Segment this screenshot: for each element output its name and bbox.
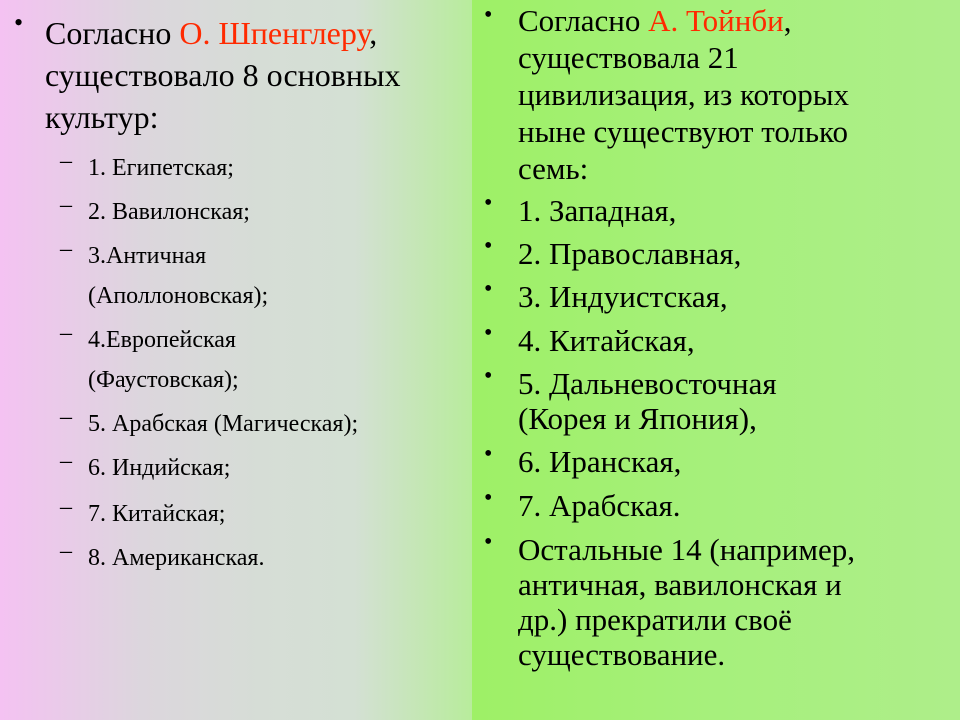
spengler-item-6: 6. Индийская; (88, 455, 231, 481)
spengler-item-1: 1. Египетская; (88, 155, 234, 181)
toynbee-item-4: 4. Китайская, (518, 323, 695, 358)
author-spengler: О. Шпенглеру (179, 15, 370, 51)
bullet-icon: • (484, 485, 493, 511)
intro-prefix: Согласно (45, 15, 180, 51)
bullet-icon: • (484, 2, 493, 28)
author-toynbee: А. Тойнби (648, 3, 784, 38)
dash-icon: – (60, 404, 72, 430)
bullet-icon: • (484, 441, 493, 467)
dash-icon: – (60, 148, 72, 174)
toynbee-rest-line4: существование. (518, 637, 726, 672)
spengler-item-4-cont: (Фаустовская); (88, 367, 239, 393)
intro-suffix: , (369, 15, 378, 51)
toynbee-item-1: 1. Западная, (518, 193, 677, 228)
spengler-item-3: 3.Античная (88, 243, 207, 269)
toynbee-rest-line3: др.) прекратили своё (518, 602, 792, 637)
dash-icon: – (60, 538, 72, 564)
toynbee-item-5-cont: (Корея и Япония), (518, 401, 757, 436)
toynbee-intro-line1 (518, 2, 791, 39)
bullet-icon: • (484, 363, 493, 389)
toynbee-item-5: 5. Дальневосточная (518, 366, 777, 401)
dash-icon: – (60, 448, 72, 474)
toynbee-item-7: 7. Арабская. (518, 488, 681, 523)
spengler-intro-line3: культур: (45, 99, 159, 135)
bullet-icon: • (484, 233, 493, 259)
dash-icon: – (60, 192, 72, 218)
bullet-icon: • (484, 276, 493, 302)
bullet-icon: • (14, 8, 24, 37)
spengler-item-7: 7. Китайская; (88, 501, 226, 527)
intro-prefix: Согласно (518, 3, 649, 38)
toynbee-rest-line1: Остальные 14 (например, (518, 532, 855, 567)
intro-suffix: , (783, 3, 792, 38)
spengler-item-8: 8. Американская. (88, 545, 265, 571)
bullet-icon: • (484, 320, 493, 346)
toynbee-intro-line3: цивилизация, из которых (518, 77, 850, 112)
toynbee-intro-line4: ныне существуют только (518, 114, 849, 149)
spengler-item-4: 4.Европейская (88, 327, 236, 353)
spengler-item-5: 5. Арабская (Магическая); (88, 411, 359, 437)
toynbee-rest-line2: античная, вавилонская и (518, 567, 842, 602)
toynbee-item-2: 2. Православная, (518, 236, 742, 271)
bullet-icon: • (484, 529, 493, 555)
toynbee-item-6: 6. Иранская, (518, 444, 682, 479)
dash-icon: – (60, 320, 72, 346)
spengler-intro-line2: существовало 8 основных (45, 57, 401, 93)
dash-icon: – (60, 494, 72, 520)
spengler-intro-line1 (45, 12, 377, 54)
toynbee-intro-line5: семь: (518, 151, 589, 186)
toynbee-item-3: 3. Индуистская, (518, 279, 728, 314)
bullet-icon: • (484, 190, 493, 216)
toynbee-intro-line2: существовала 21 (518, 40, 739, 75)
spengler-item-2: 2. Вавилонская; (88, 199, 250, 225)
dash-icon: – (60, 236, 72, 262)
spengler-item-3-cont: (Аполлоновская); (88, 283, 269, 309)
